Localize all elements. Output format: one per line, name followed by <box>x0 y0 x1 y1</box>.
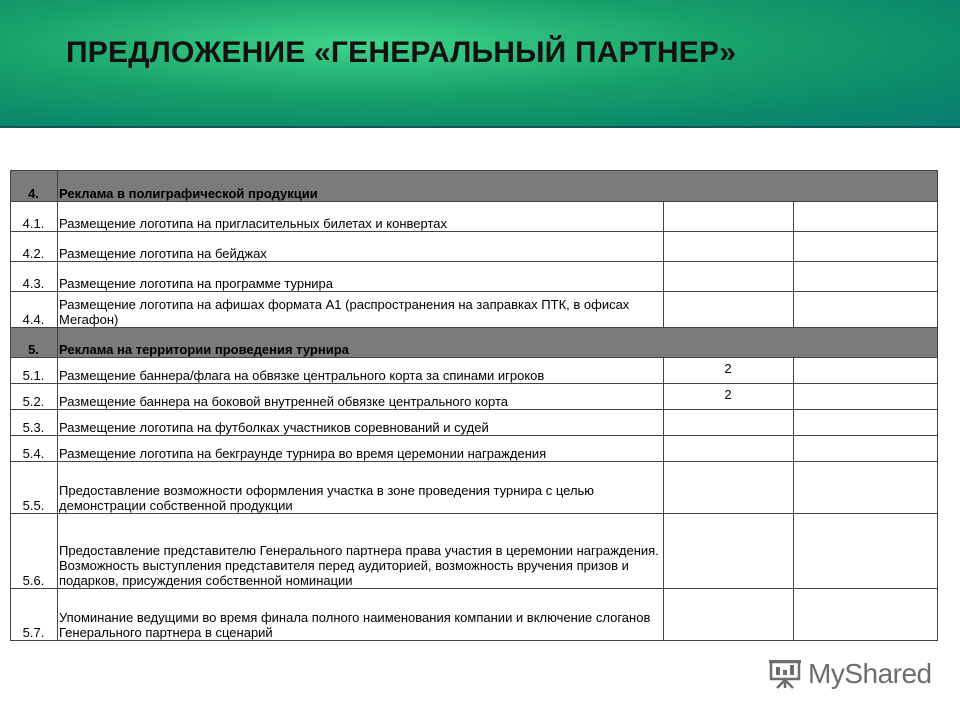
row-number: 5.5. <box>11 462 58 514</box>
row-number: 5.7. <box>11 589 58 641</box>
row-value-2 <box>794 232 938 262</box>
section-number: 4. <box>11 171 58 202</box>
table-row <box>11 384 938 410</box>
table-row <box>11 202 938 232</box>
row-value-1 <box>664 589 794 641</box>
row-value-1 <box>664 436 794 462</box>
row-value-2 <box>794 262 938 292</box>
myshared-watermark <box>768 656 932 692</box>
row-number: 4.4. <box>11 292 58 328</box>
row-value-2 <box>794 358 938 384</box>
row-value-2 <box>794 410 938 436</box>
table-row <box>11 436 938 462</box>
row-value-2 <box>794 202 938 232</box>
row-number: 4.2. <box>11 232 58 262</box>
row-value-2 <box>794 384 938 410</box>
row-value-1 <box>664 462 794 514</box>
row-description: Упоминание ведущими во время финала полного наименования компании и включение слоганов Генерального партнера в сценарий <box>58 589 664 641</box>
section-number: 5. <box>11 328 58 358</box>
row-value-2 <box>794 436 938 462</box>
row-description: Размещение логотипа на бейджах <box>58 232 664 262</box>
row-value-2 <box>794 514 938 589</box>
row-value-1 <box>664 232 794 262</box>
row-description: Размещение логотипа на программе турнира <box>58 262 664 292</box>
table-row <box>11 232 938 262</box>
row-number: 4.3. <box>11 262 58 292</box>
row-value-1 <box>664 262 794 292</box>
table-row <box>11 262 938 292</box>
section-title: Реклама в полиграфической продукции <box>58 171 938 202</box>
watermark-text: MyShared <box>808 658 932 689</box>
row-value-2 <box>794 462 938 514</box>
table-section-row <box>11 171 938 202</box>
row-value-2 <box>794 589 938 641</box>
row-description: Размещение логотипа на пригласительных билетах и конвертах <box>58 202 664 232</box>
page-title: ПРЕДЛОЖЕНИЕ «ГЕНЕРАЛЬНЫЙ ПАРТНЕР» <box>66 36 737 69</box>
header-banner <box>0 0 960 128</box>
table-section-row <box>11 328 938 358</box>
presentation-board-icon <box>768 658 802 690</box>
row-description: Размещение логотипа на бекграунде турнира во время церемонии награждения <box>58 436 664 462</box>
row-value-1 <box>664 202 794 232</box>
row-description: Размещение баннера на боковой внутренней обвязке центрального корта <box>58 384 664 410</box>
row-value-1 <box>664 410 794 436</box>
table-row <box>11 462 938 514</box>
row-value-1 <box>664 514 794 589</box>
row-description: Размещение баннера/флага на обвязке центрального корта за спинами игроков <box>58 358 664 384</box>
row-value-1 <box>664 292 794 328</box>
table-row <box>11 589 938 641</box>
table-row <box>11 514 938 589</box>
row-value-1: 2 <box>664 358 794 384</box>
row-number: 5.6. <box>11 514 58 589</box>
row-description: Предоставление возможности оформления участка в зоне проведения турнира с целью демонстрации собственной продукции <box>58 462 664 514</box>
table-row <box>11 292 938 328</box>
row-value-2 <box>794 292 938 328</box>
offer-table <box>10 170 938 641</box>
row-number: 5.1. <box>11 358 58 384</box>
table-row <box>11 410 938 436</box>
row-number: 5.2. <box>11 384 58 410</box>
row-value-1: 2 <box>664 384 794 410</box>
table-row <box>11 358 938 384</box>
row-number: 5.3. <box>11 410 58 436</box>
row-number: 5.4. <box>11 436 58 462</box>
row-description: Предоставление представителю Генерального партнера права участия в церемонии награждения. Возможность выступления представителя перед аудиторией, возможность вручения призов и подарков, присуждения собственной номинации <box>58 514 664 589</box>
section-title: Реклама на территории проведения турнира <box>58 328 938 358</box>
row-description: Размещение логотипа на афишах формата А1 (распространения на заправках ПТК, в офисах Мегафон) <box>58 292 664 328</box>
row-number: 4.1. <box>11 202 58 232</box>
row-description: Размещение логотипа на футболках участников соревнований и судей <box>58 410 664 436</box>
